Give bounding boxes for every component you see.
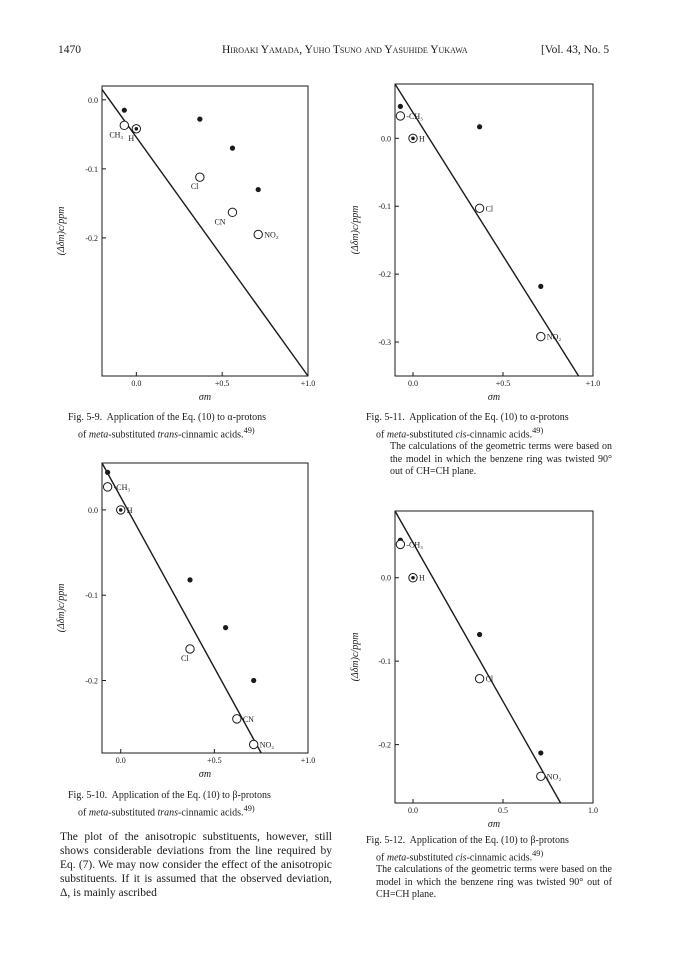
x-tick-label: 1.0 <box>588 806 598 815</box>
y-tick-label: -0.1 <box>85 164 98 174</box>
figure-5-12-caption <box>366 835 616 902</box>
caption-reference: 49) <box>532 425 544 435</box>
page-number: 1470 <box>58 44 81 56</box>
data-point-filled <box>122 108 127 113</box>
data-point-open <box>233 715 241 723</box>
data-point-open <box>396 112 404 120</box>
data-point-center-dot <box>411 137 415 141</box>
data-point-filled <box>251 678 256 683</box>
plot-frame <box>395 84 593 376</box>
figure-5-9-caption <box>68 412 318 441</box>
y-tick-label: -0.2 <box>85 676 98 686</box>
plot-frame <box>395 511 593 803</box>
y-tick-label: -0.1 <box>85 591 98 601</box>
point-label: NO₂ <box>546 332 562 342</box>
data-point-filled <box>477 124 482 129</box>
x-tick-label: +1.0 <box>585 379 601 388</box>
y-tick-label: -0.2 <box>85 233 98 243</box>
caption-text: -substituted <box>406 851 456 863</box>
body-paragraph: The plot of the anisotropic substituents, however, still shows considerable deviations from the line required by Eq. (7). We may now consider the effect of the anisotropic substituents. If it is assumed that the observed deviation, Δ, is mainly ascribed <box>60 831 332 899</box>
data-point-open <box>120 121 128 129</box>
data-point-filled <box>398 104 403 109</box>
caption-number: Fig. 5-9. <box>68 412 103 423</box>
data-point-filled <box>105 470 110 475</box>
caption-text: of <box>376 851 387 863</box>
caption-text: -substituted <box>108 428 158 440</box>
figure-5-12-chart <box>344 505 609 827</box>
y-axis-label: (Δδm)c/ppm <box>56 206 67 256</box>
caption-italic: cis <box>455 851 467 863</box>
data-point-open <box>537 332 545 340</box>
caption-italic: cis <box>455 428 467 440</box>
data-point-open <box>103 483 111 491</box>
x-tick-label: 0.5 <box>498 806 508 815</box>
point-label: Cl <box>181 653 189 663</box>
point-label: CH₃ <box>109 130 124 140</box>
x-tick-label: +0.5 <box>495 379 511 388</box>
caption-italic: meta <box>386 851 407 863</box>
y-tick-label: -0.2 <box>378 740 391 750</box>
caption-text: of <box>78 806 89 818</box>
data-point-filled <box>230 146 235 151</box>
y-tick-label: -0.1 <box>378 202 391 212</box>
data-point-open <box>249 740 257 748</box>
x-tick-label: 0.0 <box>131 379 142 388</box>
y-tick-label: 0.0 <box>381 134 391 144</box>
point-label: -CH₃ <box>113 482 131 492</box>
y-tick-label: 0.0 <box>88 505 98 515</box>
point-label: NO₂ <box>259 740 275 750</box>
x-axis-label: σm <box>198 392 212 403</box>
caption-text: of <box>78 428 89 440</box>
caption-text: -cinnamic acids. <box>178 428 244 440</box>
data-point-open <box>475 204 483 212</box>
figure-5-10-chart <box>50 457 320 787</box>
caption-note: The calculations of the geometric terms were based on the model in which the benzene ring was twisted 90° out of CH=CH plane. <box>376 864 612 901</box>
x-tick-label: 0.0 <box>408 806 418 815</box>
data-point-filled <box>187 577 192 582</box>
point-label: H <box>126 505 133 515</box>
point-label: NO₂ <box>546 772 562 782</box>
x-tick-label: 0.0 <box>115 756 126 765</box>
caption-text: -substituted <box>406 428 456 440</box>
data-point-open <box>396 540 404 548</box>
caption-reference: 49) <box>243 803 255 813</box>
x-tick-label: +1.0 <box>300 756 316 765</box>
point-label: CN <box>214 217 226 227</box>
point-label: Cl <box>190 182 199 192</box>
caption-text: of <box>376 428 387 440</box>
point-label: Cl <box>485 204 494 214</box>
x-axis-label: σm <box>198 769 212 780</box>
data-point-filled <box>538 284 543 289</box>
data-point-filled <box>477 632 482 637</box>
data-point-filled <box>197 117 202 122</box>
data-point-open <box>186 645 194 653</box>
point-label: Cl <box>485 674 494 684</box>
y-tick-label: 0.0 <box>381 573 391 583</box>
x-tick-label: +0.5 <box>207 756 222 765</box>
journal-volume: [Vol. 43, No. 5 <box>541 44 610 56</box>
figure-5-11-caption <box>366 412 616 479</box>
caption-number: Fig. 5-11. <box>366 412 405 423</box>
caption-reference: 49) <box>243 425 255 435</box>
caption-number: Fig. 5-12. <box>366 835 406 846</box>
y-tick-label: 0.0 <box>88 95 98 105</box>
x-axis-label: σm <box>487 392 501 400</box>
plot-frame <box>102 463 308 753</box>
caption-text: -cinnamic acids. <box>466 851 533 863</box>
caption-reference: 49) <box>532 848 544 858</box>
figure-5-11-chart <box>344 78 609 400</box>
figure-5-10-caption <box>68 790 318 819</box>
point-label: H <box>419 134 425 144</box>
data-point-filled <box>223 625 228 630</box>
data-point-center-dot <box>135 127 139 131</box>
data-point-filled <box>256 187 261 192</box>
point-label: CN <box>242 714 254 724</box>
y-axis-label: (Δδm)c/ppm <box>350 632 361 682</box>
caption-text: Application of the Eq. (10) to β-protons <box>111 790 271 801</box>
x-tick-label: 0.0 <box>408 379 418 388</box>
x-tick-label: +0.5 <box>214 379 230 388</box>
data-point-open <box>254 230 262 238</box>
y-tick-label: -0.3 <box>378 338 391 348</box>
caption-italic: meta <box>88 428 109 440</box>
data-point-open <box>537 772 545 780</box>
caption-text: -substituted <box>108 806 158 818</box>
point-label: H <box>128 133 135 143</box>
caption-note: The calculations of the geometric terms were based on the model in which the benzene ring was twisted 90° out of CH=CH plane. <box>390 441 612 478</box>
caption-number: Fig. 5-10. <box>68 790 108 801</box>
data-point-open <box>228 208 236 216</box>
caption-text: -cinnamic acids. <box>466 428 533 440</box>
y-axis-label: (Δδm)c/ppm <box>350 205 361 255</box>
running-head-authors: Hiroaki Yamada, Yuho Tsuno and Yasuhide Yukawa <box>222 44 468 56</box>
caption-text: Application of the Eq. (10) to α-protons <box>409 412 569 423</box>
point-label: H <box>419 573 425 583</box>
x-tick-label: +1.0 <box>300 379 316 388</box>
regression-line <box>395 511 561 803</box>
point-label: -CH₃ <box>406 540 423 550</box>
figure-5-9-chart <box>50 80 320 410</box>
y-tick-label: -0.2 <box>378 270 391 280</box>
data-point-open <box>196 173 204 181</box>
data-point-center-dot <box>119 508 123 512</box>
caption-italic: trans <box>157 428 179 440</box>
caption-text: Application of the Eq. (10) to α-protons <box>106 412 266 423</box>
data-point-center-dot <box>411 576 415 580</box>
caption-italic: meta <box>88 806 109 818</box>
point-label: -CH₃ <box>406 111 423 121</box>
y-axis-label: (Δδm)c/ppm <box>56 583 67 633</box>
caption-italic: trans <box>157 806 179 818</box>
caption-italic: meta <box>386 428 407 440</box>
y-tick-label: -0.1 <box>378 657 391 667</box>
x-axis-label: σm <box>487 819 501 827</box>
point-label: NO₂ <box>264 230 279 240</box>
data-point-filled <box>538 750 543 755</box>
data-point-open <box>475 674 483 682</box>
caption-text: Application of the Eq. (10) to β-protons <box>409 835 569 846</box>
caption-text: -cinnamic acids. <box>178 806 244 818</box>
